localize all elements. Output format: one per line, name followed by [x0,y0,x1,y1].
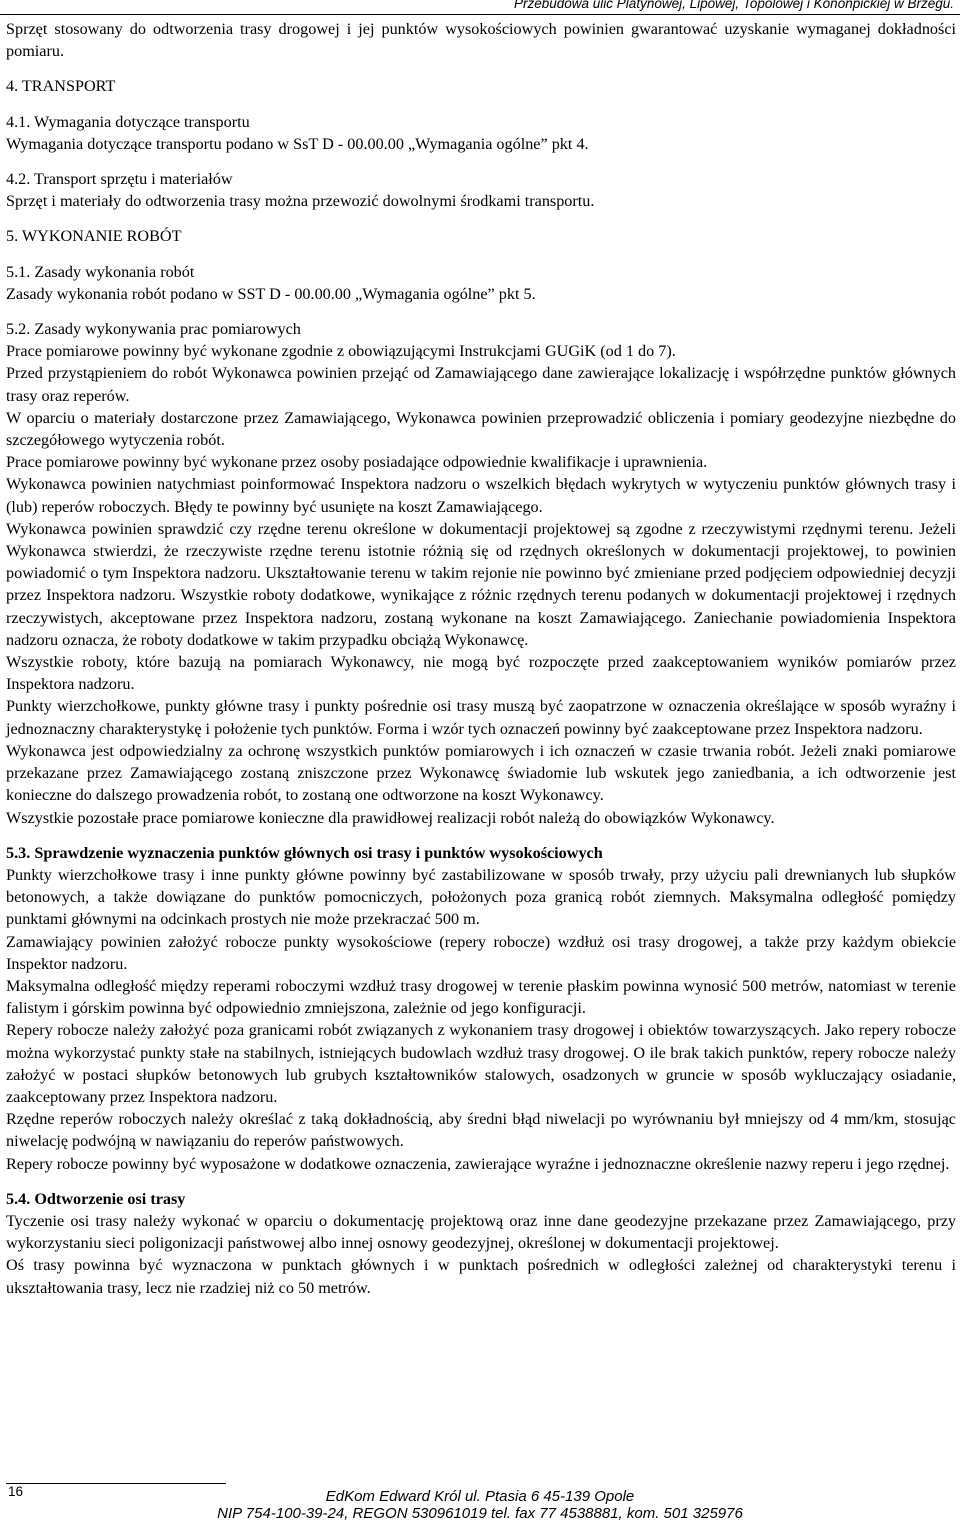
paragraph: Przed przystąpieniem do robót Wykonawca powinien przejąć od Zamawiającego dane zawierające lokalizację i współrzędne punktów głównych trasy oraz reperów. [6,364,956,405]
paragraph: Sprzęt i materiały do odtworzenia trasy można przewozić dowolnymi środkami transportu. [6,192,595,211]
page-number: 16 [8,1484,24,1499]
paragraph: Prace pomiarowe powinny być wykonane przez osoby posiadające odpowiednie kwalifikacje i uprawnienia. [6,453,708,472]
subsection-heading: 5.3. Sprawdzenie wyznaczenia punktów głównych osi trasy i punktów wysokościowych [6,843,603,862]
subsection-heading: 5.2. Zasady wykonywania prac pomiarowych [6,320,301,339]
paragraph: Punkty wierzchołkowe trasy i inne punkty główne powinny być zastabilizowane w sposób trwały, przy użyciu pali drewnianych lub słupków betonowych, a także dowiązane do punktów pomocniczych, położonych poza granicą robót ziemnych. Maksymalna odległość pomiędzy punktami głównymi na odcinkach prostych nie może przekraczać 500 m. [6,865,956,929]
subsection-heading: 5.1. Zasady wykonania robót [6,262,195,281]
paragraph: Zasady wykonania robót podano w SST D - 00.00.00 „Wymagania ogólne” pkt 5. [6,284,536,303]
paragraph: Wykonawca powinien natychmiast poinformować Inspektora nadzoru o wszelkich błędach wykrytych w wytyczeniu punktów głównych trasy i (lub) reperów roboczych. Błędy te powinny być usunięte na koszt Zamawiającego. [6,475,956,516]
paragraph: Rzędne reperów roboczych należy określać z taką dokładnością, aby średni błąd niwelacji po wyrównaniu był mniejszy od 4 mm/km, stosując niwelację podwójną w nawiązaniu do reperów państwowych. [6,1110,956,1151]
paragraph: Tyczenie osi trasy należy wykonać w oparciu o dokumentację projektową oraz inne dane geodezyjne przekazane przez Zamawiającego, przy wykorzystaniu sieci poligonizacji państwowej albo innej osnowy geodezyjnej, określonej w dokumentacji projektowej. [6,1211,956,1253]
subsection-heading: 4.1. Wymagania dotyczące transportu [6,112,250,131]
paragraph: Wykonawca jest odpowiedzialny za ochronę wszystkich punktów pomiarowych i ich oznaczeń w czasie trwania robót. Jeżeli znaki pomiarowe przekazane przez Zamawiającego zostaną zniszczone przez Wykonawcę świadomie lub wskutek jego zaniedbania, a ich odtworzenie jest konieczne do dalszego prowadzenia robót, to zostaną one odtworzone na koszt Wykonawcy. [6,741,956,805]
section-heading: 4. TRANSPORT [6,77,116,96]
paragraph: Repery robocze powinny być wyposażone w dodatkowe oznaczenia, zawierające wyraźne i jednoznaczne określenie nazwy reperu i jego rzędnej. [6,1154,950,1173]
header-title: Przebudowa ulic Platynowej, Lipowej, Topolowej i Kononpickiej w Brzegu. [514,0,954,11]
footer-company: EdKom Edward Król ul. Ptasia 6 45-139 Opole [325,1488,635,1505]
paragraph: Sprzęt stosowany do odtworzenia trasy drogowej i jej punktów wysokościowych powinien gwarantować uzyskanie wymaganej dokładności pomiaru. [6,20,956,61]
paragraph: Wymagania dotyczące transportu podano w SsT D - 00.00.00 „Wymagania ogólne” pkt 4. [6,134,589,153]
paragraph: Wszystkie roboty, które bazują na pomiarach Wykonawcy, nie mogą być rozpoczęte przed zaakceptowaniem wyników pomiarów przez Inspektora nadzoru. [6,653,956,694]
footer-divider [6,1483,226,1484]
paragraph: W oparciu o materiały dostarczone przez Zamawiającego, Wykonawca powinien przeprowadzić obliczenia i pomiary geodezyjne niezbędne do szczegółowego wytyczenia robót. [6,408,956,450]
subsection-heading: 4.2. Transport sprzętu i materiałów [6,170,233,189]
paragraph: Oś trasy powinna być wyznaczona w punktach głównych i w punktach pośrednich w odległości zależnej od charakterystyki terenu i ukształtowania trasy, lecz nie rzadziej niż co 50 metrów. [6,1256,956,1297]
footer-contact: NIP 754-100-39-24, REGON 530961019 tel. fax 77 4538881, kom. 501 325976 [217,1505,743,1522]
paragraph: Zamawiający powinien założyć robocze punkty wysokościowe (repery robocze) wzdłuż osi trasy drogowej, a także przy każdym obiekcie Inspektor nadzoru. [6,932,956,973]
paragraph: Punkty wierzchołkowe, punkty główne trasy i punkty pośrednie osi trasy muszą być zaopatrzone w oznaczenia określające w sposób wyraźny i jednoznaczny charakterystykę i położenie tych punktów. Forma i wzór tych oznaczeń powinny być zaakceptowane przez Inspektora nadzoru. [6,697,956,738]
paragraph: Wszystkie pozostałe prace pomiarowe konieczne dla prawidłowej realizacji robót należą do obowiązków Wykonawcy. [6,808,775,827]
section-heading: 5. WYKONANIE ROBÓT [6,227,182,246]
page-header [0,0,960,15]
paragraph: Repery robocze należy założyć poza granicami robót związanych z wykonaniem trasy drogowej i obiektów towarzyszących. Jako repery robocze można wykorzystać punkty stałe na stabilnych, istniejących budowlach wzdłuż trasy drogowej. O ile brak takich punktów, repery robocze należy założyć w postaci słupków betonowych lub grubych kształtowników stalowych, osadzonych w gruncie w sposób wykluczający osiadanie, zaakceptowany przez Inspektora nadzoru. [6,1021,956,1106]
document-body [6,18,956,1299]
paragraph: Maksymalna odległość między reperami roboczymi wzdłuż trasy drogowej w terenie płaskim powinna wynosić 500 metrów, natomiast w terenie falistym i górskim powinna być odpowiednio zmniejszona, zależnie od jego konfiguracji. [6,976,956,1018]
paragraph: Prace pomiarowe powinny być wykonane zgodnie z obowiązującymi Instrukcjami GUGiK (od 1 do 7). [6,342,676,361]
paragraph: Wykonawca powinien sprawdzić czy rzędne terenu określone w dokumentacji projektowej są zgodne z rzeczywistymi rzędnymi terenu. Jeżeli Wykonawca stwierdzi, że rzeczywiste rzędne terenu istotnie różnią się od rzędnych określonych w dokumentacji projektowej, to powinien powiadomić o tym Inspektora nadzoru. Ukształtowanie terenu w takim rejonie nie powinno być zmieniane przed podjęciem odpowiedniej decyzji przez Inspektora nadzoru. Wszystkie roboty dodatkowe, wynikające z różnic rzędnych terenu podanych w dokumentacji projektowej i rzędnych rzeczywistych, akceptowane przez Inspektora nadzoru, zostaną wykonane na koszt Zamawiającego. Zaniechanie powiadomienia Inspektora nadzoru oznacza, że roboty dodatkowe w takim przypadku obciążą Wykonawcę. [6,519,956,649]
subsection-heading: 5.4. Odtworzenie osi trasy [6,1189,186,1208]
